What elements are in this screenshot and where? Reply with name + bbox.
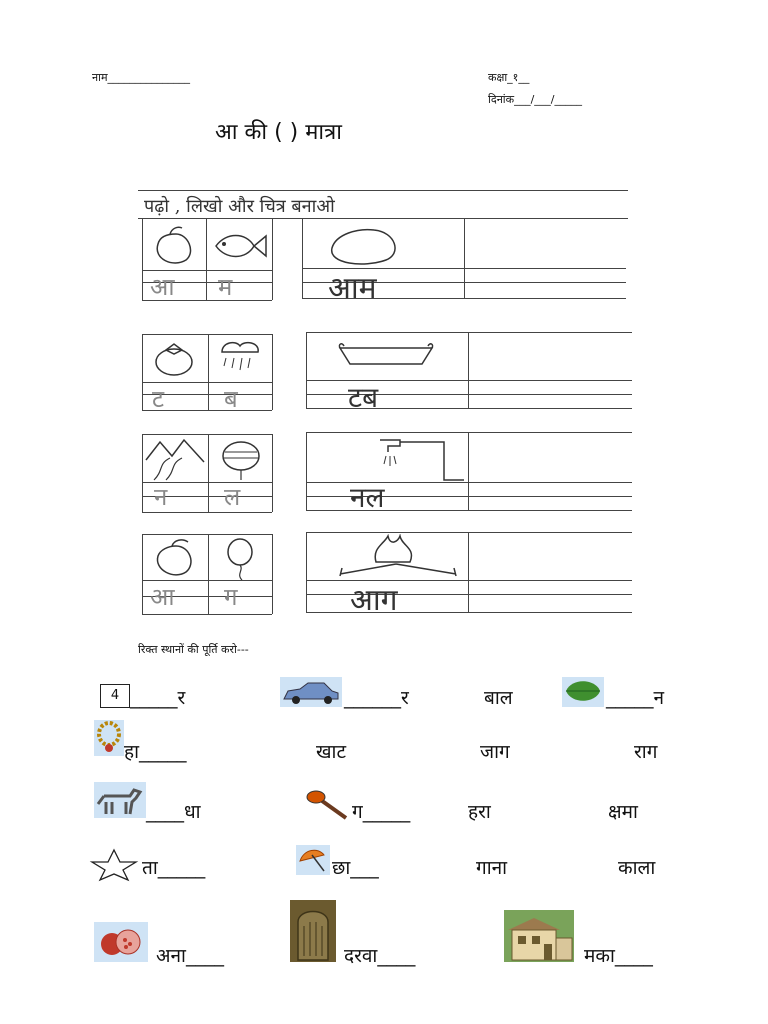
exercise-word: खाट bbox=[316, 741, 347, 763]
necklace-icon bbox=[94, 720, 124, 756]
numbered-box: 4 bbox=[100, 684, 130, 708]
umbrella-icon bbox=[296, 845, 330, 875]
dotted-letter: आ bbox=[150, 583, 177, 611]
page-title: आ की ( ) मात्रा bbox=[215, 120, 342, 145]
worksheet-image bbox=[138, 186, 638, 626]
exercise-word: क्षमा bbox=[608, 801, 638, 823]
exercise-word: राग bbox=[634, 741, 658, 763]
worksheet-word: आम bbox=[328, 271, 377, 306]
pomegranate-icon bbox=[94, 922, 148, 962]
worksheet-word: नल bbox=[350, 481, 385, 514]
exercise-blank[interactable]: ____धा bbox=[146, 801, 201, 823]
mango-drawing bbox=[324, 224, 404, 268]
hammer-icon bbox=[304, 788, 350, 820]
rain-cloud-icon bbox=[214, 338, 268, 378]
exercise-blank[interactable]: ग_____ bbox=[352, 801, 411, 823]
fill-in-heading: रिक्त स्थानों की पूर्ति करो--- bbox=[138, 643, 249, 656]
exercise-blank[interactable]: हा_____ bbox=[124, 741, 187, 763]
tomato-icon bbox=[150, 340, 200, 378]
star-icon bbox=[88, 848, 140, 882]
mountain-river-icon bbox=[144, 436, 206, 482]
tap-drawing bbox=[374, 434, 466, 482]
dotted-letter: ब bbox=[224, 385, 240, 413]
donkey-icon bbox=[94, 782, 146, 818]
dotted-letter: न bbox=[154, 483, 170, 511]
tub-drawing bbox=[336, 340, 436, 370]
fire-drawing bbox=[336, 534, 460, 580]
dotted-letter: ट bbox=[152, 385, 167, 413]
date-field-label: दिनांक___/___/_____ bbox=[488, 93, 583, 106]
exercise-word: हरा bbox=[468, 801, 491, 823]
exercise-blank[interactable]: _____न bbox=[606, 687, 665, 709]
house-icon bbox=[504, 910, 574, 962]
exercise-blank[interactable]: _____र bbox=[130, 687, 186, 709]
worksheet-heading: पढ़ो , लिखो और चित्र बनाओ bbox=[144, 196, 335, 217]
mango-icon bbox=[148, 224, 198, 268]
name-field-label: नाम_______________ bbox=[92, 71, 191, 84]
class-field-label: कक्षा_१__ bbox=[488, 71, 530, 84]
dotted-letter: आ bbox=[150, 273, 177, 301]
exercise-blank[interactable]: मका____ bbox=[584, 945, 653, 967]
exercise-blank[interactable]: ______र bbox=[344, 687, 409, 709]
dotted-letter: ग bbox=[224, 583, 240, 611]
fish-icon bbox=[210, 226, 268, 266]
balloon-icon bbox=[222, 538, 262, 580]
exercise-blank[interactable]: ता_____ bbox=[142, 857, 206, 879]
exercise-word: काला bbox=[618, 857, 656, 879]
exercise-word: बाल bbox=[484, 687, 513, 709]
exercise-blank[interactable]: दरवा____ bbox=[344, 945, 416, 967]
worksheet-word: आग bbox=[350, 583, 398, 618]
exercise-word: जाग bbox=[480, 741, 510, 763]
exercise-word: गाना bbox=[476, 857, 508, 879]
worksheet-word: टब bbox=[348, 381, 379, 414]
dotted-letter: ल bbox=[224, 483, 243, 511]
leaf-icon bbox=[562, 677, 604, 707]
turnip-icon bbox=[216, 438, 266, 482]
exercise-blank[interactable]: छा___ bbox=[332, 857, 379, 879]
door-icon bbox=[290, 900, 336, 962]
car-icon bbox=[280, 677, 342, 707]
exercise-blank[interactable]: अना____ bbox=[156, 945, 224, 967]
dotted-letter: म bbox=[218, 273, 235, 301]
mango-icon bbox=[150, 538, 202, 580]
